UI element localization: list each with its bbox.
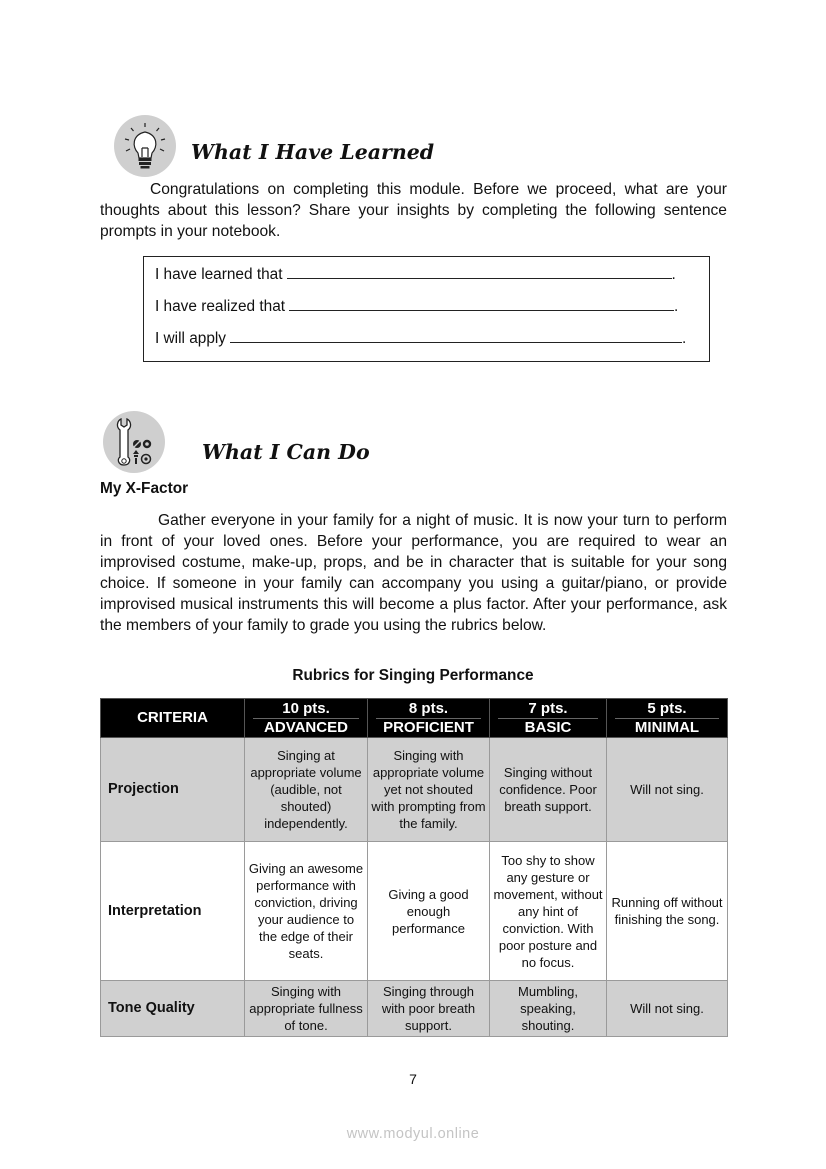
table-row: [101, 981, 728, 1037]
prompt-learned-blank[interactable]: [287, 264, 672, 279]
watermark: www.modyul.online: [346, 1126, 480, 1142]
lightbulb-icon: [114, 115, 176, 177]
prompt-learned-label: I have learned that: [155, 266, 283, 283]
rubric-table: [100, 698, 728, 1037]
cell-tone-basic: Mumbling, speaking, shouting.: [490, 981, 607, 1037]
cell-tone-advanced: Singing with appropriate fullness of tone.: [245, 981, 368, 1037]
learned-intro-paragraph: [100, 179, 727, 242]
prompt-realized-blank[interactable]: [289, 296, 674, 311]
cell-interpretation-proficient: Giving a good enough performance: [368, 842, 490, 981]
criterion-tone-quality: Tone Quality: [101, 981, 245, 1037]
rubric-title: Rubrics for Singing Performance: [292, 667, 534, 684]
header-proficient-label: PROFICIENT: [383, 718, 474, 736]
cell-interpretation-advanced: Giving an awesome performance with conviction, driving your audience to the edge of their seats.: [245, 842, 368, 981]
cell-projection-basic: Singing without confidence. Poor breath support.: [490, 738, 607, 842]
tools-icon: [103, 411, 165, 473]
prompt-apply-period: .: [682, 330, 687, 347]
cell-projection-minimal: Will not sing.: [607, 738, 728, 842]
prompt-apply-blank[interactable]: [230, 328, 682, 343]
header-advanced-points: 10 pts.: [253, 700, 359, 719]
cell-projection-advanced: Singing at appropriate volume (audible, not shouted) independently.: [245, 738, 368, 842]
prompt-learned-period: .: [671, 266, 676, 283]
sentence-prompts-box: [143, 256, 710, 362]
criterion-projection: Projection: [101, 738, 245, 842]
prompt-realized: [155, 296, 678, 316]
table-row: [101, 738, 728, 842]
prompt-realized-period: .: [674, 298, 679, 315]
subheading-my-x-factor: My X-Factor: [100, 480, 189, 497]
criterion-interpretation: Interpretation: [101, 842, 245, 981]
prompt-realized-label: I have realized that: [155, 298, 286, 315]
cell-interpretation-basic: Too shy to show any gesture or movement, without any hint of conviction. With poor posture and no focus.: [490, 842, 607, 981]
prompt-learned: [155, 264, 676, 284]
cell-projection-proficient: Singing with appropriate volume yet not shouted with prompting from the family.: [368, 738, 490, 842]
header-proficient: [368, 699, 490, 738]
header-proficient-points: 8 pts.: [376, 700, 481, 719]
header-minimal-label: MINIMAL: [634, 718, 700, 736]
prompt-apply-label: I will apply: [155, 330, 226, 347]
section-title-what-i-can-do: What I Can Do: [202, 440, 370, 464]
header-minimal-points: 5 pts.: [615, 700, 719, 719]
header-advanced-label: ADVANCED: [264, 718, 348, 736]
table-row: [101, 842, 728, 981]
cell-interpretation-minimal: Running off without finishing the song.: [607, 842, 728, 981]
section-title-what-i-have-learned: What I Have Learned: [191, 140, 435, 164]
header-basic-points: 7 pts.: [498, 700, 598, 719]
cell-tone-minimal: Will not sing.: [607, 981, 728, 1037]
header-basic-label: BASIC: [524, 718, 572, 736]
cell-tone-proficient: Singing through with poor breath support.: [368, 981, 490, 1037]
page-number: 7: [409, 1071, 417, 1087]
header-basic: [490, 699, 607, 738]
learned-intro-text: Congratulations on completing this module. Before we proceed, what are your thoughts about this lesson? Share your insights by completing the following sentence prompts in your notebook.: [100, 181, 727, 240]
can-do-body-paragraph: [100, 510, 727, 636]
header-criteria: CRITERIA: [101, 699, 245, 738]
can-do-body-text: Gather everyone in your family for a night of music. It is now your turn to perform in front of your loved ones. Before your performance, you are required to wear an improvised costume, make-up, props, and be in character that is suitable for your song choice. If someone in your family can accompany you using a guitar/piano, or provide improvised musical instruments this will become a plus factor. After your performance, ask the members of your family to grade you using the rubrics below.: [100, 512, 727, 634]
prompt-apply: [155, 328, 686, 348]
header-advanced: [245, 699, 368, 738]
header-minimal: [607, 699, 728, 738]
rubric-header-row: [101, 699, 728, 738]
